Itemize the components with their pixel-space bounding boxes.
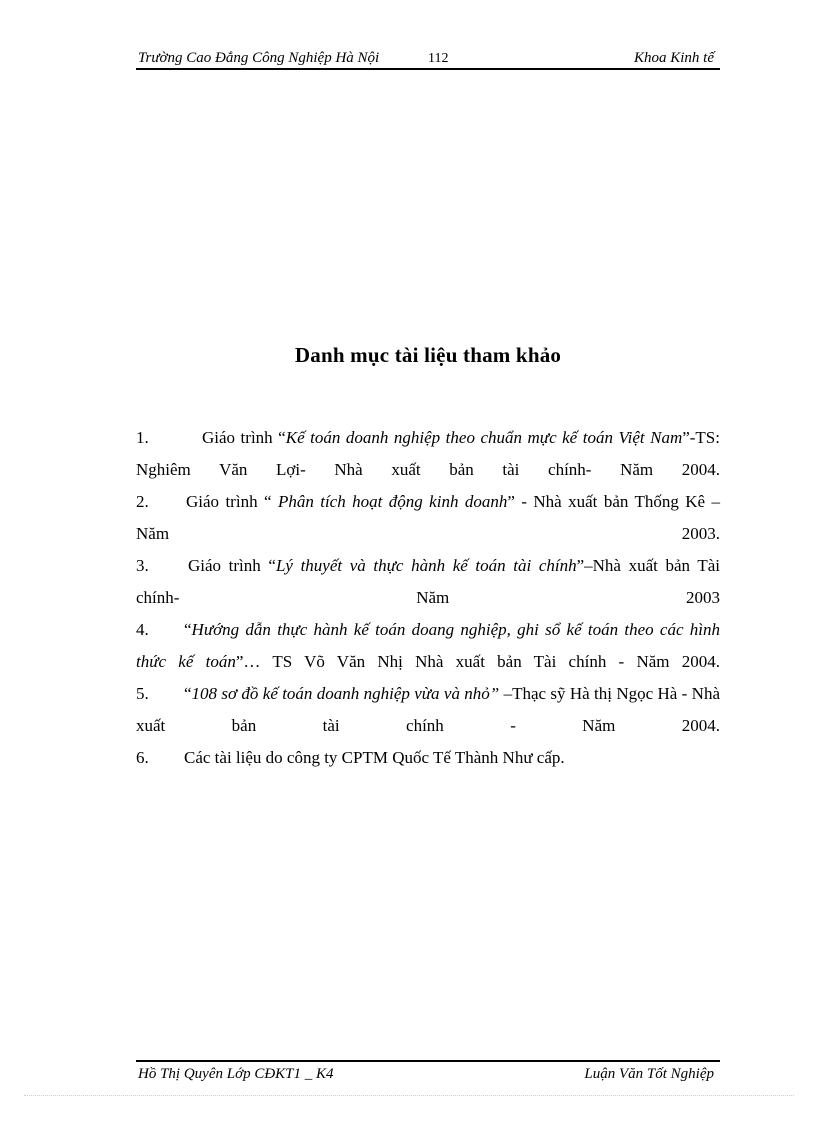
page-number: 112 xyxy=(428,51,449,66)
reference-post: ”-TS: Nghiêm Văn Lợi- Nhà xuất bản tài chính- Năm 2004. xyxy=(136,428,720,479)
header-faculty: Khoa Kinh tế xyxy=(633,50,714,66)
reference-pre: Các tài liệu do công ty CPTM Quốc Tế Thành Như cấp. xyxy=(184,748,565,767)
reference-title: 108 sơ đồ kế toán doanh nghiệp vừa và nhỏ” xyxy=(191,684,504,703)
page-footer xyxy=(136,1066,720,1086)
reference-number: 2. xyxy=(136,492,149,511)
reference-post: –Thạc sỹ Hà thị Ngọc Hà - Nhà xuất bản tài chính - Năm 2004. xyxy=(136,684,720,735)
reference-pre: “ xyxy=(184,684,192,703)
reference-title: Lý thuyết và thực hành kế toán tài chính xyxy=(275,556,577,575)
reference-number: 3. xyxy=(136,556,149,575)
reference-pre: Giáo trình “ xyxy=(202,428,286,447)
reference-title: Kế toán doanh nghiệp theo chuẩn mực kế toán Việt Nam xyxy=(285,428,683,447)
reference-item xyxy=(136,678,720,742)
reference-list xyxy=(136,422,720,774)
reference-post: ”–Nhà xuất bản Tài chính- Năm 2003 xyxy=(136,556,721,607)
reference-number: 4. xyxy=(136,620,149,639)
page-header xyxy=(136,48,720,68)
reference-pre: Giáo trình “ xyxy=(186,492,278,511)
reference-number: 1. xyxy=(136,428,149,447)
reference-number: 5. xyxy=(136,684,149,703)
page-title: Danh mục tài liệu tham khảo xyxy=(294,343,562,367)
reference-title: Hướng dẫn thực hành kế toán doang nghiệp, ghi sổ kế toán theo các hình thức kế toán xyxy=(136,620,720,671)
header-school: Trường Cao Đẳng Công Nghiệp Hà Nội xyxy=(138,50,380,66)
reference-pre: “ xyxy=(184,620,192,639)
reference-item xyxy=(136,422,720,486)
page-edge-divider xyxy=(24,1095,794,1096)
reference-item xyxy=(136,614,720,678)
reference-item xyxy=(136,550,720,614)
header-divider xyxy=(136,68,720,70)
reference-item xyxy=(136,742,720,774)
reference-title: Phân tích hoạt động kinh doanh xyxy=(277,492,508,511)
reference-post: ”… TS Võ Văn Nhị Nhà xuất bản Tài chính - Năm 2004. xyxy=(235,652,720,671)
footer-divider xyxy=(136,1060,720,1062)
footer-thesis: Luận Văn Tốt Nghiệp xyxy=(584,1066,714,1082)
reference-post: ” - Nhà xuất bản Thống Kê –Năm 2003. xyxy=(136,492,720,543)
footer-author: Hồ Thị Quyên Lớp CĐKT1 _ K4 xyxy=(138,1066,334,1082)
reference-pre: Giáo trình “ xyxy=(188,556,276,575)
reference-number: 6. xyxy=(136,748,149,767)
reference-item xyxy=(136,486,720,550)
